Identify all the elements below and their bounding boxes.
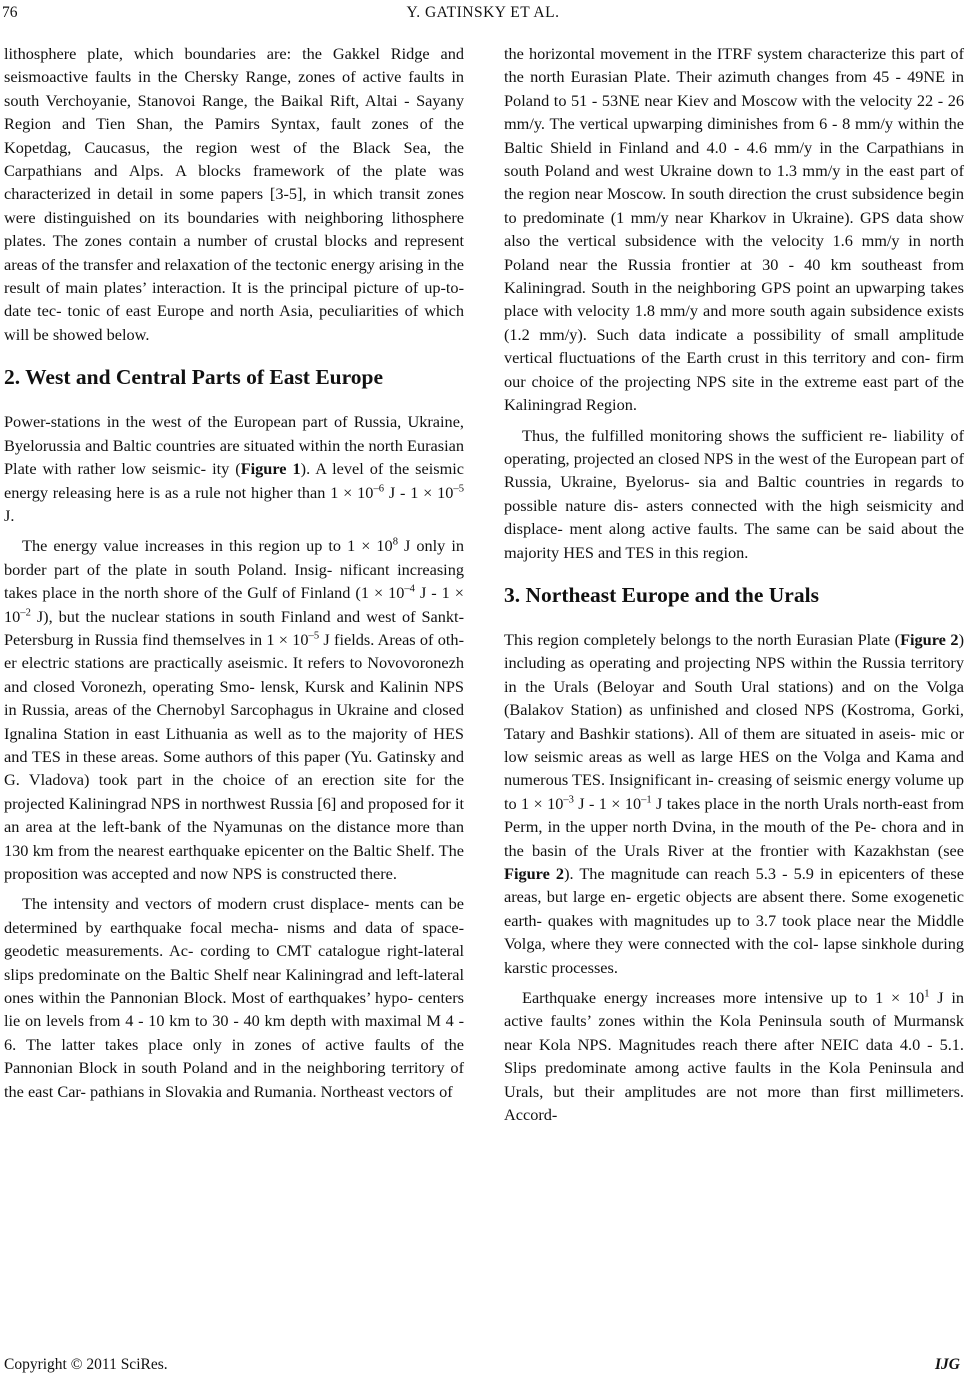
paragraph: Thus, the fulfilled monitoring shows the sufficient re- liability of operating, projected an closed NPS in the west of the European part of Russia, Ukraine, Byelorus- sia and Baltic countries in regards to possible nature dis- asters connected with the high seismicity and displace- ment along active faults. The same can be said about the majority HES and TES in this region. — [504, 425, 964, 562]
page-number: 76 — [2, 4, 18, 21]
copyright-notice: Copyright © 2011 SciRes. — [4, 1356, 168, 1373]
paragraph: Earthquake energy increases more intensive up to $1 \times 10^1$ J in active faults’ zones within the Kola Peninsula south of Murmansk near Kola NPS. Magnitudes reach there after NEIC data 4.0 - 5.1. Slips predominate among active faults in the Kola Peninsula and Urals, but their amplitudes are not more than first millimeters. Accord- — [504, 988, 964, 1125]
figure-reference[interactable]: Figure 2 — [900, 629, 959, 649]
page-footer — [0, 1356, 966, 1380]
paragraph: Power-stations in the west of the European part of Russia, Ukraine, Byelorussia and Baltic countries are situated within the north Eurasian Plate with rather low seismic- ity (Figure 1). A level of the seismic energy releasing here is as a rule not higher than $1 \times 10^{-6}$ $J - 1 \times 10^{-5}$ J. — [4, 412, 465, 525]
left-column — [4, 42, 464, 1110]
paragraph: lithosphere plate, which boundaries are: the Gakkel Ridge and seismoactive faults in the Chersky Range, zones of active faults in south Verchoyanie, Stanovoi Range, the Baikal Rift, Altai - Sayany Region and Tien Shan, the Pamirs Syntax, fault zones of the Kopetdag, Caucasus, the region west of the Black Sea, the Carpathians and Alps. A blocks framework of the plate was characterized in detail in some papers [3-5], in which transit zones were distinguished on its boundaries with neighboring lithosphere plates. The zones contain a number of crustal blocks and represent areas of the transfer and relaxation of the tectonic energy arising in the result of main plates’ interaction. It is the principal picture of up-to-date tec- tonic of east Europe and north Asia, peculiarities of which will be showed below. — [4, 44, 464, 344]
paragraph: This region completely belongs to the north Eurasian Plate (Figure 2) including as operating and projecting NPS within the Russia territory in the Urals (Beloyar and South Ural stations) and on the Volga (Balakov Station) as unfinished and closed NPS (Kostroma, Gorki, Tatary and Bashkir stations). All of them are situated in aseis- mic or low seismic areas as well as large HES on the Volga and Kama and numerous TES. Insignificant in- creasing of seismic energy volume up to $1 \times 10^{-3}$ $J - 1 \times 10^{-1}$ J takes place in the north Urals north-east from Perm, in the upper north Dvina, in the mouth of the Pe- chora and in the basin of the Urals River at the frontier with Kazakhstan (see Figure 2). The magnitude can reach 5.3 - 5.9 in epicenters of these areas, but large en- ergetic objects are absent there. Some exogenetic earth- quakes with magnitudes up to 3.7 took place near the Middle Volga, where they were connected with the col- lapse sinkhole during karstic processes. — [504, 629, 965, 977]
journal-abbreviation: IJG — [935, 1356, 960, 1373]
right-column — [504, 42, 964, 1133]
figure-reference[interactable]: Figure 2 — [504, 864, 565, 883]
running-head — [0, 4, 966, 28]
section-heading: 3. Northeast Europe and the Urals — [504, 582, 819, 607]
paragraph: the horizontal movement in the ITRF system characterize this part of the north Eurasian Plate. Their azimuth changes from 45 - 49NE in Poland to 51 - 53NE near Kiev and Moscow with the velocity 22 - 26 mm/y. The vertical upwarping diminishes from 6 - 8 mm/y within the Baltic Shield in Finland and 4.0 - 4.6 mm/y in the Carpathians in south Poland and west Ukraine down to 1.3 mm/y in the east part of the region near Moscow. In south direction the crust subsidence begin to predominate (1 mm/y near Kharkov in Ukraine). GPS data show also the vertical subsidence with the velocity 1.6 mm/y in north Poland near the Russia frontier at 30 - 40 km southeast from Kaliningrad. South in the neighboring GPS point an upwarping takes place with velocity 1.8 mm/y and more south again subsidence exists (1.2 mm/y). Such data indicate a possibility of small amplitude vertical fluctuations of the Earth crust in this territory and con- firm our choice of the projecting NPS site in the extreme east part of the Kaliningrad Region. — [504, 44, 964, 415]
paragraph: The intensity and vectors of modern crust displace- ments can be determined by earthquake focal mecha- nisms and data of space-geodetic measurements. Ac- cording to CMT catalogue right-lateral slips predominate on the Baltic Shelf near Kaliningrad and left-lateral ones within the Pannonian Block. Most of earthquakes’ hypo- centers lie on levels from 4 - 10 km to 30 - 40 km depth with maximal M 4 - 6. The latter takes place only in zones of active faults of the Pannonian Block in south Poland and in the neighboring territory of the east Car- pathians in Slovakia and Rumania. Northeast vectors of — [4, 894, 464, 1101]
paragraph: The energy value increases in this region up to $1 \times 10^8$ J only in border part of the plate in south Poland. Insig- nificant increasing takes place in the north shore of the Gulf of Finland ($1 \times 10^{-4}$ $J - 1 \times 10^{-2}$ J), but the nuclear stations in south Finland and west of Sankt-Petersburg in Russia find themselves in $1 \times 10^{-5}$ J fields. Areas of oth- er electric stations are practically aseismic. It refers to Novovoronezh and closed Voronezh, operating Smo- lensk, Kursk and Kalinin NPS in Russia, areas of the Chernobyl Sarcophagus in Ukraine and closed Ignalina Station in east Lithuania as well as to the majority of HES and TES in these areas. Some authors of this paper (Yu. Gatinsky and G. Vladova) took part in the choice of an erection site for the projected Kaliningrad NPS in northwest Russia [6] and proposed for it an area at the left-bank of the Nyamunas on the distance more than 130 km from the nearest earthquake epicenter on the Baltic Shelf. The proposition was accepted and now NPS is constructed there. — [4, 536, 464, 883]
running-head-authors: Y. GATINSKY ET AL. — [406, 4, 560, 21]
figure-reference[interactable]: Figure 1 — [240, 459, 301, 479]
section-heading: 2. West and Central Parts of East Europe — [4, 365, 384, 390]
